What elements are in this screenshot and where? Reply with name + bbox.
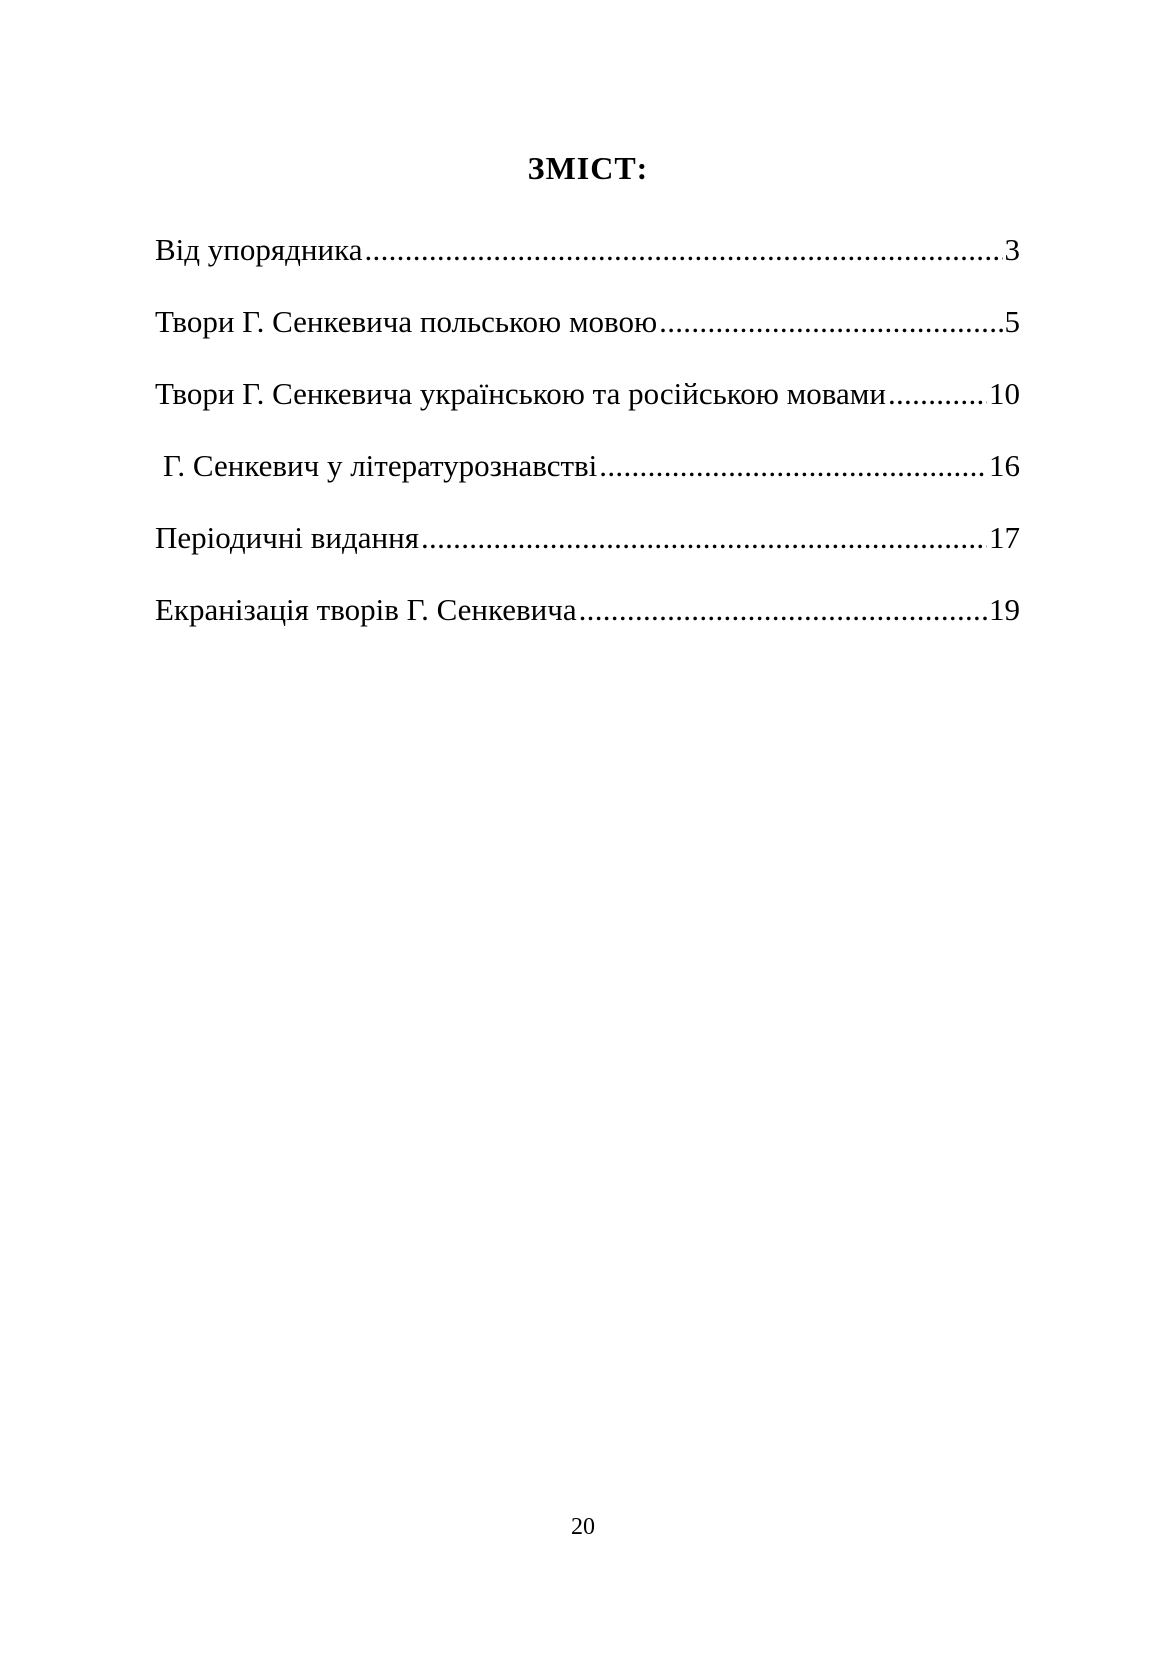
toc-entry-page: 3: [1004, 232, 1020, 267]
toc-dot-leader: [579, 590, 987, 630]
toc-entry: [155, 518, 1020, 590]
toc-dot-leader: [659, 302, 1002, 342]
toc-entry-page: 10: [989, 376, 1020, 411]
toc-entry: [155, 230, 1020, 302]
toc-entry-page: 19: [989, 592, 1020, 627]
toc-entry-page: 17: [989, 520, 1020, 555]
toc-dot-leader: [364, 230, 1002, 270]
toc-entry-label: Твори Г. Сенкевича польською мовою: [155, 304, 658, 339]
toc-entry-label: Екранізація творів Г. Сенкевича: [155, 592, 577, 627]
page-number: 20: [571, 1514, 595, 1540]
toc-entry-label: Твори Г. Сенкевича українською та російською мовами: [155, 376, 886, 411]
toc-entry-label: Г. Сенкевич у літературознавстві: [163, 448, 598, 483]
toc-entry-label: Від упорядника: [155, 232, 363, 267]
toc-dot-leader: [599, 446, 987, 486]
page-title: ЗМІСТ:: [527, 150, 649, 186]
toc-entry-page: 5: [1004, 304, 1020, 339]
toc-entry: [155, 590, 1020, 662]
toc-entry: [155, 374, 1020, 446]
toc-dot-leader: [421, 518, 987, 558]
toc-entry-page: 16: [989, 448, 1020, 483]
toc-dot-leader: [888, 374, 987, 414]
toc-entry: [155, 446, 1020, 518]
toc-entry: [155, 302, 1020, 374]
table-of-contents: [155, 230, 1020, 662]
toc-entry-label: Періодичні видання: [155, 520, 419, 555]
